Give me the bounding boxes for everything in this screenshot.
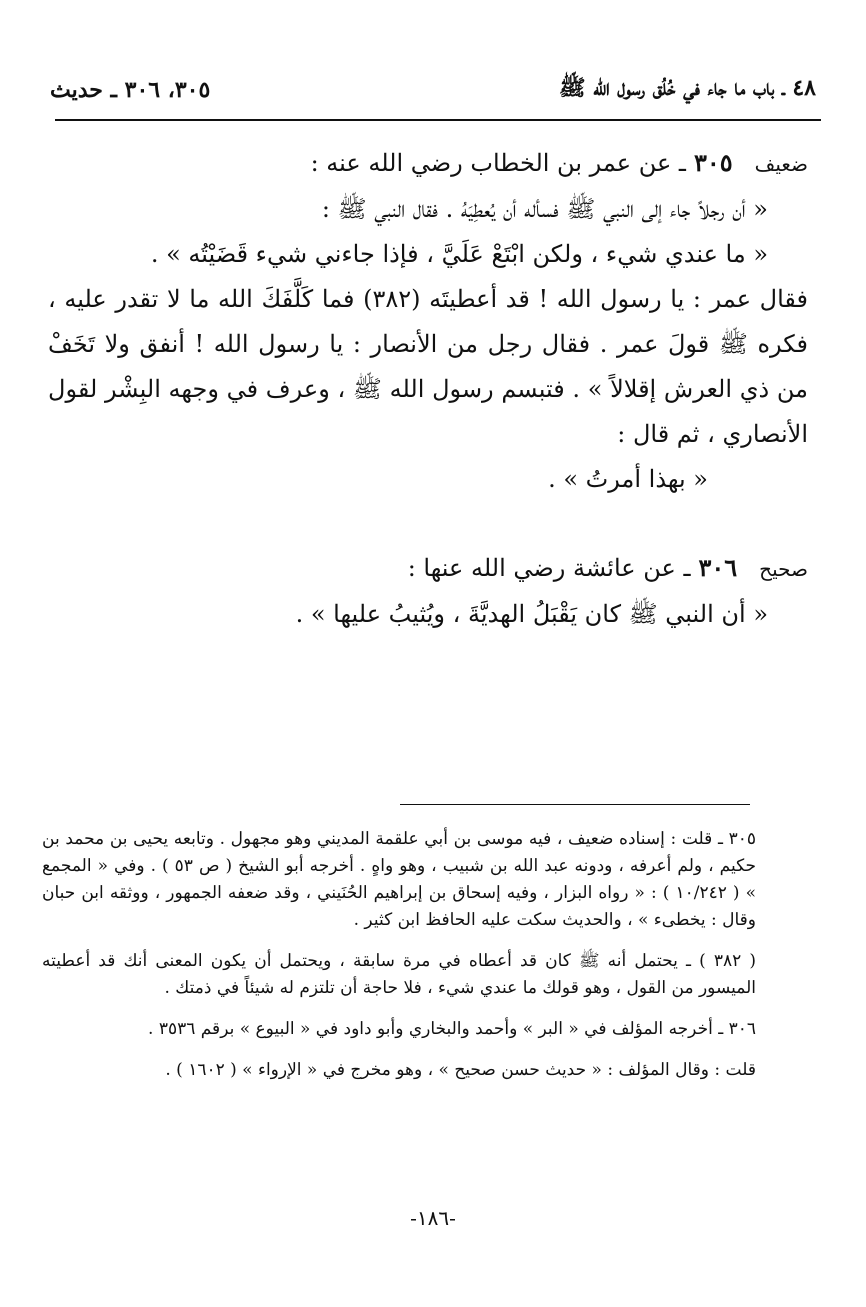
footnote-305: ٣٠٥ ـ قلت : إسناده ضعيف ، فيه موسى بن أبي علقمة المديني وهو مجهول . وتابعه يحيى بن محمد بن حكيم ، ولم أعرفه ، ودونه عبد الله بن شبيب ، وهو واهٍ . أخرجه أبو الشيخ ( ص ٥٣ ) . وفي « المجمع » ( ١٠/٢٤٢ ) : « رواه البزار ، وفيه إسحاق بن إبراهيم الحُنَيني ، وقد ضعفه الجمهور ، ووثقه ابن حبان وقال : يخطىء » ، والحديث سكت عليه الحافظ ابن كثير . xyxy=(42,829,756,930)
hadith-number: ٣٠٥ xyxy=(693,148,733,177)
footnote-306: ٣٠٦ ـ أخرجه المؤلف في « البر » وأحمد والبخاري وأبو داود في « البيوع » برقم ٣٥٣٦ . xyxy=(148,1019,756,1039)
hadith-number: ٣٠٦ xyxy=(698,553,738,582)
hadith-306-line: « أن النبي ﷺ كان يَقْبَلُ الهديَّةَ ، ويُثيبُ عليها » . xyxy=(295,600,768,628)
chapter-title: ٤٨ ـ باب ما جاء في خُلُق رسول الله ﷺ xyxy=(558,75,816,101)
hadith-306-heading xyxy=(48,545,808,592)
main-text xyxy=(48,140,808,637)
isnad: ـ عن عائشة رضي الله عنها : xyxy=(407,554,691,582)
hadith-305-paragraph: فقال عمر : يا رسول الله ! قد أعطيتَه (٣٨٢) فما كَلَّفَكَ الله ما لا تقدر عليه ، فكره ﷺ قولَ عمر . فقال رجل من الأنصار : يا رسول الله ! أنفق ولا تَخَفْ من ذي العرش إقلالاً » . فتبسم رسول الله ﷺ ، وعرف في وجهه البِشْر لقول الأنصاري ، ثم قال : xyxy=(48,285,808,448)
hadith-305-line: « أن رجلاً جاء إلى النبي ﷺ فسأله أن يُعطِيَهُ . فقال النبي ﷺ : xyxy=(321,195,768,223)
grade-label: ضعيف xyxy=(754,152,808,176)
footnote-382: ( ٣٨٢ ) ـ يحتمل أنه ﷺ كان قد أعطاه في مرة سابقة ، ويحتمل أن يكون المعنى أنك قد أعطيته الميسور من القول ، وهو قولك ما عندي شيء ، فلا حاجة أن تلتزم له شيئاً في ذمتك . xyxy=(42,951,756,998)
hadith-305-line: « ما عندي شيء ، ولكن ابْتَعْ عَلَيَّ ، فإذا جاءني شيء قَضَيْتُه » . xyxy=(150,240,768,268)
hadith-305-heading xyxy=(48,140,808,187)
footnote-306-note: قلت : وقال المؤلف : « حديث حسن صحيح » ، وهو مخرج في « الإرواء » ( ١٦٠٢ ) . xyxy=(165,1060,756,1080)
grade-label: صحيح xyxy=(759,557,808,581)
hadith-range: ٣٠٥، ٣٠٦ ـ حديث xyxy=(50,77,211,103)
isnad: ـ عن عمر بن الخطاب رضي الله عنه : xyxy=(310,149,686,177)
page-number: -١٨٦- xyxy=(410,1206,456,1230)
hadith-305-line: « بهذا أمرتُ » . xyxy=(548,465,708,493)
running-header xyxy=(50,70,816,110)
footnote-rule xyxy=(400,804,750,805)
spacer xyxy=(48,502,808,545)
footnotes xyxy=(42,826,806,1098)
header-rule xyxy=(55,119,821,121)
